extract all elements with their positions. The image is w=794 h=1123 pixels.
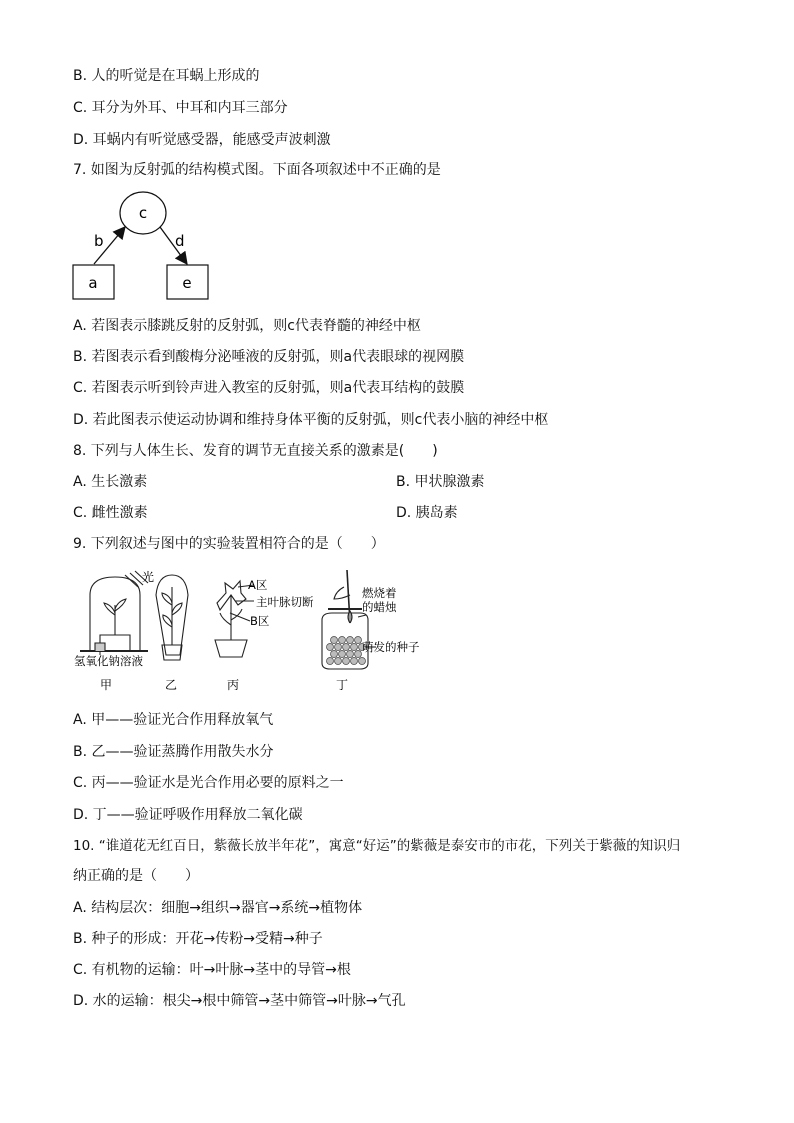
q8-option-d: D. 胰岛素 — [396, 505, 458, 521]
q10-option-d: D. 水的运输：根尖→根中筛管→茎中筛管→叶脉→气孔 — [73, 993, 406, 1009]
q9-option-a: A. 甲——验证光合作用释放氧气 — [73, 712, 274, 728]
label-zone-b: B区 — [250, 614, 270, 628]
label-light: 光 — [142, 570, 155, 584]
leader-b — [230, 613, 250, 621]
label-yi: 乙 — [165, 678, 178, 692]
q10-option-b: B. 种子的形成：开花→传粉→受精→种子 — [73, 931, 323, 947]
q8-option-a: A. 生长激素 — [73, 474, 148, 490]
apparatus-yi — [156, 575, 188, 660]
light-ray-1 — [125, 575, 138, 587]
label-b: b — [94, 232, 104, 250]
yi-leaf-3 — [163, 615, 172, 627]
q7-option-d: D. 若此图表示使运动协调和维持身体平衡的反射弧，则c代表小脑的神经中枢 — [73, 412, 549, 428]
naoh-beaker — [95, 643, 105, 651]
q8-option-b: B. 甲状腺激素 — [396, 474, 485, 490]
q6-option-d: D. 耳蜗内有听觉感受器，能感受声波刺激 — [73, 132, 331, 148]
label-bing: 丙 — [227, 678, 240, 692]
label-d: d — [175, 232, 185, 250]
q8-option-c: C. 雌性激素 — [73, 505, 148, 521]
q7-option-b: B. 若图表示看到酸梅分泌唾液的反射弧，则a代表眼球的视网膜 — [73, 349, 465, 365]
q6-option-b: B. 人的听觉是在耳蜗上形成的 — [73, 68, 260, 84]
q10-option-a: A. 结构层次：细胞→组织→器官→系统→植物体 — [73, 900, 363, 916]
q10-stem-line-1: 10. “谁道花无红百日，紫薇长放半年花”，寓意“好运”的紫薇是泰安市的市花，下列关于紫薇的知识归 — [73, 838, 681, 854]
label-vein: 主叶脉切断 — [256, 595, 314, 609]
q9-option-d: D. 丁——验证呼吸作用释放二氧化碳 — [73, 807, 303, 823]
leaf-left — [104, 603, 115, 615]
label-burning-2: 的蜡烛 — [362, 600, 397, 614]
seeds — [327, 637, 366, 665]
q6-option-c: C. 耳分为外耳、中耳和内耳三部分 — [73, 100, 288, 116]
q8-stem: 8. 下列与人体生长、发育的调节无直接关系的激素是( ) — [73, 443, 438, 459]
leader-candle — [358, 615, 366, 617]
label-burning-1: 燃烧着 — [362, 586, 397, 600]
label-zone-a: A区 — [248, 578, 268, 592]
q9-option-c: C. 丙——验证水是光合作用必要的原料之一 — [73, 775, 344, 791]
node-c-label: c — [138, 204, 148, 222]
label-naoh: 氢氧化钠溶液 — [74, 654, 143, 668]
bing-leaf-2 — [220, 613, 231, 625]
label-ding: 丁 — [336, 678, 349, 692]
apparatus-jia — [80, 571, 148, 651]
q10-option-c: C. 有机物的运输：叶→叶脉→茎中的导管→根 — [73, 962, 351, 978]
q7-option-a: A. 若图表示膝跳反射的反射弧，则c代表脊髓的神经中枢 — [73, 318, 421, 334]
apparatus-bing — [215, 581, 254, 657]
experiment-figure — [70, 565, 440, 695]
reflex-arc-diagram — [66, 188, 226, 306]
label-jia: 甲 — [100, 678, 113, 692]
label-seeds: 萌发的种子 — [362, 640, 420, 654]
node-a-label: a — [88, 274, 98, 292]
q9-stem: 9. 下列叙述与图中的实验装置相符合的是（ ） — [73, 536, 385, 552]
flame — [348, 611, 352, 623]
bing-pot — [215, 640, 247, 657]
yi-leaf-1 — [162, 593, 172, 605]
q7-option-c: C. 若图表示听到铃声进入教室的反射弧，则a代表耳结构的鼓膜 — [73, 380, 465, 396]
q7-stem: 7. 如图为反射弧的结构模式图。下面各项叙述中不正确的是 — [73, 162, 441, 178]
q9-option-b: B. 乙——验证蒸腾作用散失水分 — [73, 744, 274, 760]
q10-stem-line-2: 纳正确的是（ ） — [73, 868, 199, 884]
yi-leaf-2 — [172, 603, 182, 615]
leaf-right — [115, 599, 126, 611]
node-e-label: e — [182, 274, 192, 292]
